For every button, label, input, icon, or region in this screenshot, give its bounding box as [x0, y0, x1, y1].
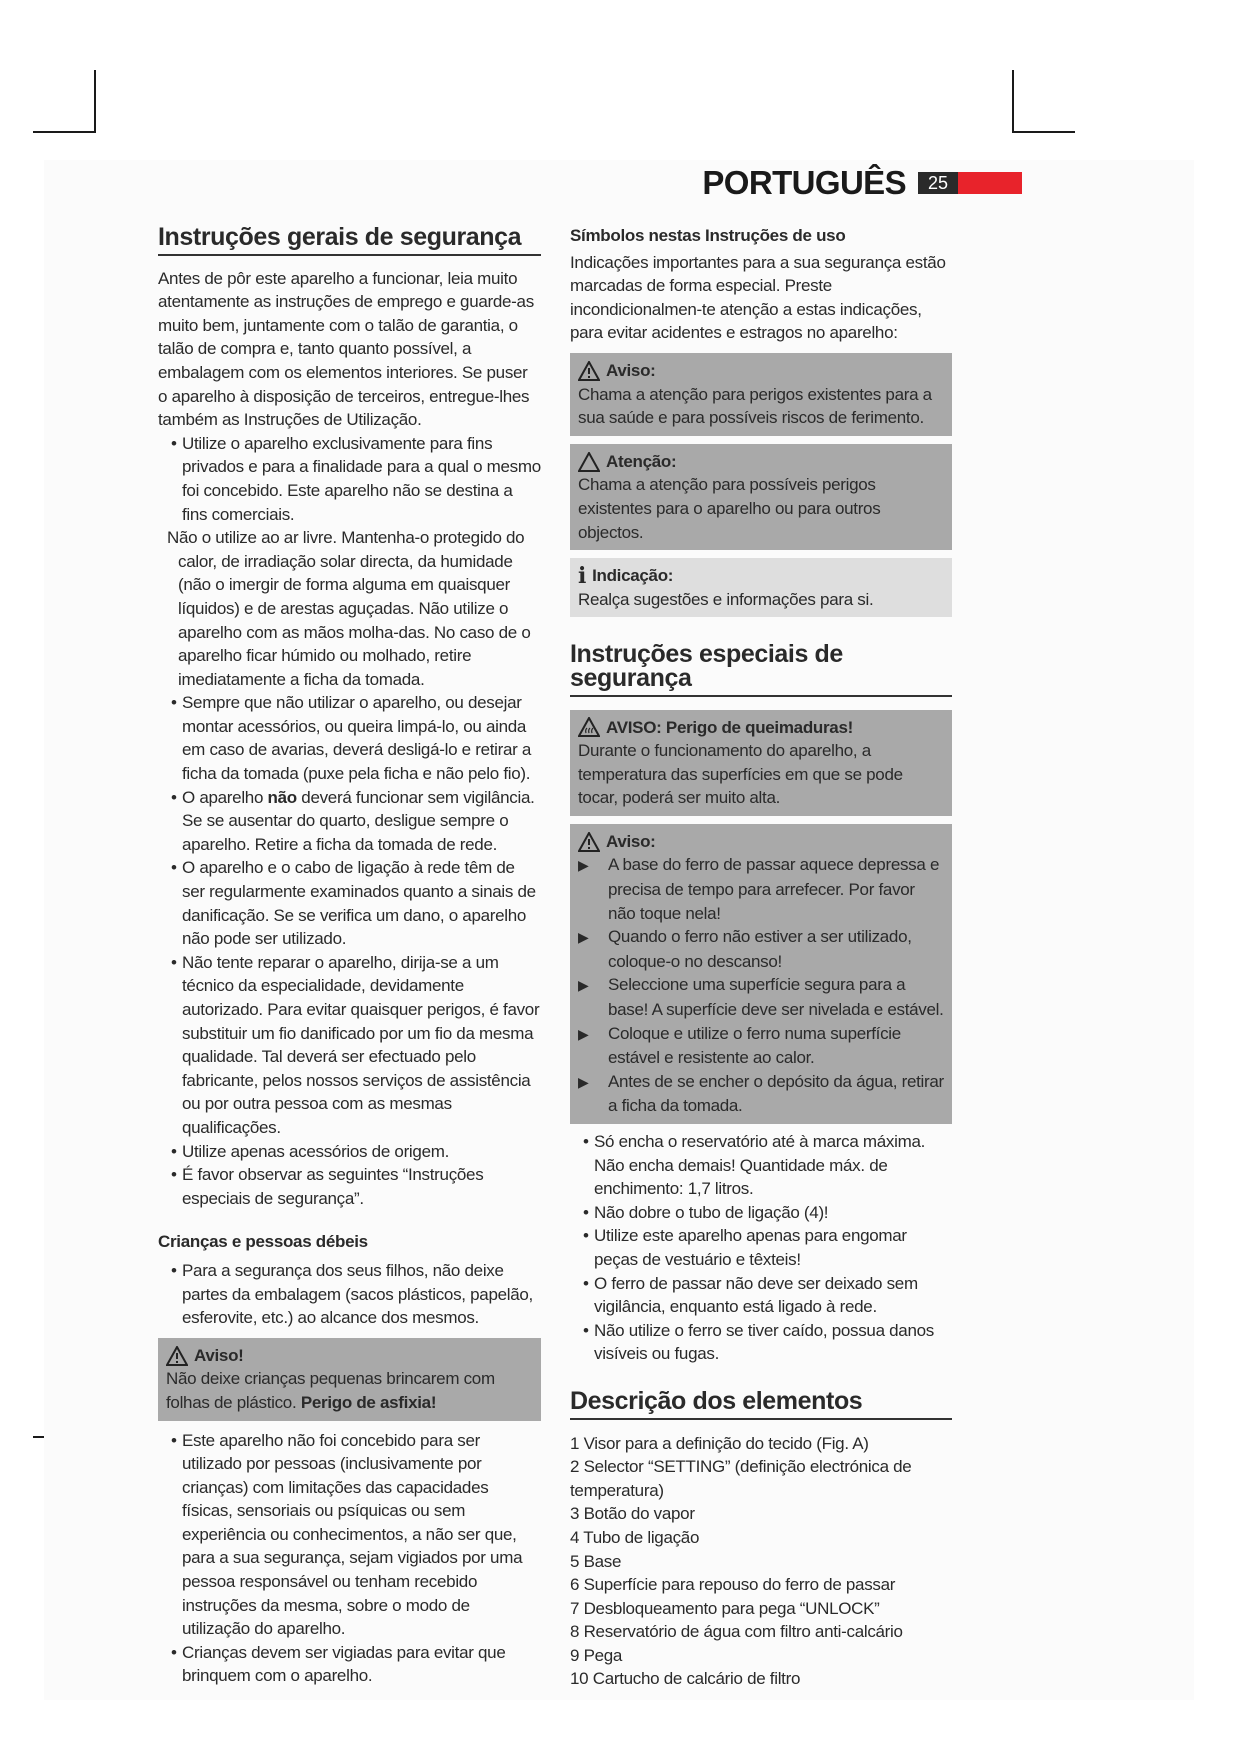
elements-list	[570, 1432, 952, 1692]
children-list	[158, 1259, 541, 1330]
aviso2-box	[570, 824, 952, 1124]
info-icon: i	[578, 562, 587, 589]
list-item: • Só encha o reservatório até à marca máxima. Não encha demais! Quantidade máx. de enchimento: 1,7 litros.	[570, 1130, 952, 1201]
list-item: • O aparelho não deverá funcionar sem vigilância. Se se ausentar do quarto, desligue sempre o aparelho. Retire a ficha da tomada de rede.	[158, 786, 541, 857]
atencao-box	[570, 444, 952, 550]
list-item: ▶ Antes de se encher o depósito da água, retirar a ficha da tomada.	[578, 1070, 944, 1118]
atencao-box-title: Atenção:	[578, 450, 944, 474]
list-item: • É favor observar as seguintes “Instruções especiais de segurança”.	[158, 1163, 541, 1210]
element-item: 10 Cartucho de calcário de filtro	[570, 1669, 801, 1689]
list-item: • Este aparelho não foi concebido para ser utilizado por pessoas (inclusivamente por crianças) com limitações das capacidades físicas, sensoriais ou psíquicas ou sem experiência ou conhecimentos, a não ser que, para a sua segurança, sejam vigiados por uma pessoa responsável ou tenham recebido instruções da mesma, sobre o modo de utilização do aparelho.	[158, 1429, 541, 1641]
right-column	[570, 224, 952, 1691]
crop-mark	[1012, 70, 1014, 133]
list-item: • O ferro de passar não deve ser deixado sem vigilância, enquanto está ligado à rede.	[570, 1272, 952, 1319]
burn-warning-title: AVISO: Perigo de queimaduras!	[578, 716, 944, 740]
general-safety-list	[158, 432, 541, 526]
burn-warning-box	[570, 710, 952, 816]
aviso-box-title: Aviso:	[578, 359, 944, 383]
list-item: • O aparelho e o cabo de ligação à rede têm de ser regularmente examinados quanto a sinais de danificação. Se se verifica um dano, o aparelho não pode ser utilizado.	[158, 856, 541, 950]
heading-symbols: Símbolos nestas Instruções de uso	[570, 226, 846, 245]
caution-triangle-icon	[578, 452, 600, 472]
list-item: ▶ A base do ferro de passar aquece depressa e precisa de tempo para arrefecer. Por favor não toque nela!	[578, 853, 944, 925]
aviso2-list	[578, 853, 944, 1118]
warning-triangle-icon	[578, 832, 600, 852]
crop-mark	[94, 70, 96, 133]
warning-box-text: Não deixe crianças pequenas brincarem com folhas de plástico. Perigo de asfixia!	[166, 1369, 495, 1412]
list-item: • Utilize o aparelho exclusivamente para fins privados e para a finalidade para a qual o mesmo foi concebido. Este aparelho não se destina a fins comerciais.	[158, 432, 541, 526]
list-item: • Não utilize o ferro se tiver caído, possua danos visíveis ou fugas.	[570, 1319, 952, 1366]
warning-box	[158, 1338, 541, 1421]
crop-mark	[33, 131, 96, 133]
element-item: 2 Selector “SETTING” (definição electrónica de temperatura)	[570, 1457, 912, 1500]
warning-triangle-icon	[578, 361, 600, 381]
indicacao-box	[570, 558, 952, 617]
list-item: Não o utilize ao ar livre. Mantenha-o protegido do calor, de irradiação solar directa, da humidade (não o imergir de forma alguma em quaisquer líquidos) e de arestas aguçadas. Não utilize o aparelho com as mãos molha-das. No caso de o aparelho ficar húmido ou molhado, retire imediatamente a ficha da tomada.	[167, 528, 531, 689]
warning-box-title: Aviso!	[166, 1344, 533, 1368]
list-item: ▶ Quando o ferro não estiver a ser utilizado, coloque-o no descanso!	[578, 925, 944, 973]
indicacao-box-title: i Indicação:	[578, 562, 674, 589]
left-column	[158, 223, 541, 1688]
symbols-intro: Indicações importantes para a sua segurança estão marcadas de forma especial. Preste incondicionalmen-te atenção a estas indicações, para evitar acidentes e estragos no aparelho:	[570, 252, 946, 343]
indicacao-box-text: Realça sugestões e informações para si.	[578, 589, 874, 609]
element-item: 9 Pega	[570, 1645, 623, 1665]
special-safety-list	[570, 1130, 952, 1366]
heading-special-safety: Instruções especiais de segurança	[570, 643, 952, 696]
list-item: • Não tente reparar o aparelho, dirija-se a um técnico da especialidade, devidamente autorizado. Para evitar quaisquer perigos, é favor substituir um fio danificado por um fio da mesma qualidade. Tal deverá ser efectuado pelo fabricante, pelos nossos serviços de assistência ou por outra pessoa com as mesmas qualificações.	[158, 951, 541, 1140]
children-list	[158, 1429, 541, 1689]
heading-elements: Descrição dos elementos	[570, 1390, 952, 1420]
list-item: • Utilize apenas acessórios de origem.	[158, 1140, 541, 1164]
aviso2-box-title: Aviso:	[578, 830, 944, 854]
warning-triangle-icon	[166, 1346, 188, 1366]
list-item: ▶ Seleccione uma superfície segura para a base! A superfície deve ser nivelada e estável.	[578, 973, 944, 1021]
element-item: 8 Reservatório de água com filtro anti-calcário	[570, 1622, 903, 1642]
element-item: 3 Botão do vapor	[570, 1504, 695, 1524]
hot-surface-icon	[578, 717, 600, 737]
element-item: 7 Desbloqueamento para pega “UNLOCK”	[570, 1598, 880, 1618]
page-accent-bar	[958, 172, 1022, 194]
list-item: • Crianças devem ser vigiadas para evitar que brinquem com o aparelho.	[158, 1641, 541, 1688]
list-item: • Para a segurança dos seus filhos, não deixe partes da embalagem (sacos plásticos, papelão, esferovite, etc.) ao alcance dos mesmos.	[158, 1259, 541, 1330]
page-number: 25	[918, 172, 958, 194]
list-item: • Sempre que não utilizar o aparelho, ou desejar montar acessórios, ou queira limpá-lo, ou ainda em caso de avarias, deverá desligá-lo e retirar a ficha da tomada (puxe pela ficha e não pelo fio).	[158, 691, 541, 785]
heading-general-safety: Instruções gerais de segurança	[158, 226, 541, 256]
language-title: PORTUGUÊS	[702, 164, 906, 201]
aviso-box	[570, 353, 952, 436]
burn-warning-text: Durante o funcionamento do aparelho, a temperatura das superfícies em que se pode tocar, poderá ser muito alta.	[578, 741, 903, 808]
aviso-box-text: Chama a atenção para perigos existentes para a sua saúde e para possíveis riscos de ferimento.	[578, 384, 932, 428]
list-item: • Não dobre o tubo de ligação (4)!	[570, 1201, 952, 1225]
heading-children: Crianças e pessoas débeis	[158, 1232, 368, 1252]
element-item: 6 Superfície para repouso do ferro de passar	[570, 1575, 896, 1595]
list-item: • Utilize este aparelho apenas para engomar peças de vestuário e têxteis!	[570, 1224, 952, 1271]
general-safety-list	[158, 691, 541, 1210]
element-item: 4 Tubo de ligação	[570, 1527, 700, 1547]
element-item: 5 Base	[570, 1551, 622, 1571]
list-item: ▶ Coloque e utilize o ferro numa superfície estável e resistente ao calor.	[578, 1022, 944, 1070]
atencao-box-text: Chama a atenção para possíveis perigos existentes para o aparelho ou para outros objectos.	[578, 475, 881, 542]
crop-mark	[1012, 131, 1075, 133]
intro-paragraph: Antes de pôr este aparelho a funcionar, leia muito atentamente as instruções de emprego e guarde-as muito bem, juntamente com o talão de garantia, o talão de compra e, tanto quanto possível, a embalagem com os elementos interiores. Se puser o aparelho à disposição de terceiros, entregue-lhes também as Instruções de Utilização.	[158, 268, 534, 430]
element-item: 1 Visor para a definição do tecido (Fig. A)	[570, 1433, 869, 1453]
